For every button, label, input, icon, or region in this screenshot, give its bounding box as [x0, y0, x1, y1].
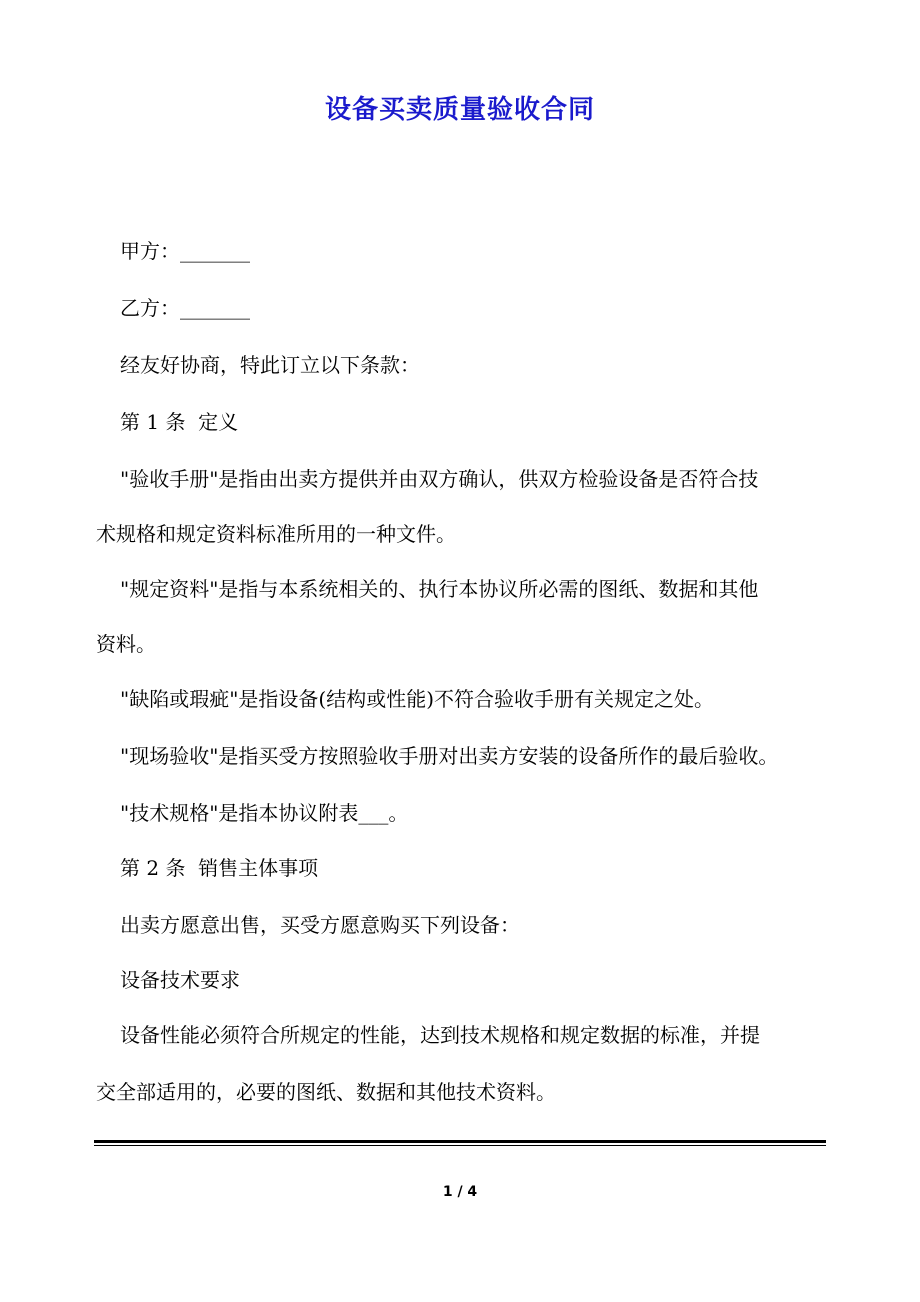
- page-number: 1 / 4: [442, 1184, 478, 1200]
- sale-statement-line: [96, 897, 836, 954]
- definition-spec-text: "技术规格"是指本协议附表___。: [120, 801, 409, 825]
- footer-divider-thin: [94, 1145, 826, 1146]
- party-b-text: 乙方：_______: [120, 296, 250, 320]
- article-1-heading: [96, 394, 836, 451]
- definition-defect-line: [96, 671, 836, 728]
- equipment-requirements-heading: [96, 952, 836, 1009]
- definition-data-line-1: [96, 561, 836, 618]
- article-2-heading-text: 第 2 条 销售主体事项: [120, 856, 319, 880]
- definition-site-acceptance-text: "现场验收"是指买受方按照验收手册对出卖方安装的设备所作的最后验收。: [120, 744, 779, 768]
- performance-text-1: 设备性能必须符合所规定的性能，达到技术规格和规定数据的标准，并提: [120, 1023, 760, 1047]
- footer-divider-thick: [94, 1140, 826, 1143]
- preamble-text: 经友好协商，特此订立以下条款：: [120, 353, 420, 377]
- article-1-heading-text: 第 1 条 定义: [120, 410, 239, 434]
- definition-manual-line-1: [96, 451, 836, 508]
- definition-manual-text-1: "验收手册"是指由出卖方提供并由双方确认，供双方检验设备是否符合技: [120, 467, 759, 491]
- performance-text-2: 交全部适用的，必要的图纸、数据和其他技术资料。: [96, 1080, 556, 1104]
- performance-line-1: [96, 1007, 836, 1064]
- party-a-text: 甲方：_______: [120, 239, 250, 263]
- party-b-line: [96, 280, 836, 337]
- definition-spec-line: [96, 785, 836, 842]
- article-2-heading: [96, 840, 836, 897]
- party-a-line: [96, 223, 836, 280]
- preamble-line: [96, 337, 836, 394]
- definition-defect-text: "缺陷或瑕疵"是指设备(结构或性能)不符合验收手册有关规定之处。: [120, 687, 715, 711]
- definition-manual-text-2: 术规格和规定资料标准所用的一种文件。: [96, 522, 456, 546]
- sale-statement-text: 出卖方愿意出售，买受方愿意购买下列设备：: [120, 913, 520, 937]
- definition-data-text-2: 资料。: [96, 632, 156, 656]
- definition-site-acceptance-line: [96, 728, 836, 785]
- performance-line-2: [96, 1064, 836, 1121]
- definition-data-line-2: [96, 616, 836, 673]
- definition-data-text-1: "规定资料"是指与本系统相关的、执行本协议所必需的图纸、数据和其他: [120, 577, 759, 601]
- equipment-requirements-text: 设备技术要求: [120, 968, 240, 992]
- document-title: 设备买卖质量验收合同: [324, 95, 595, 125]
- definition-manual-line-2: [96, 506, 836, 563]
